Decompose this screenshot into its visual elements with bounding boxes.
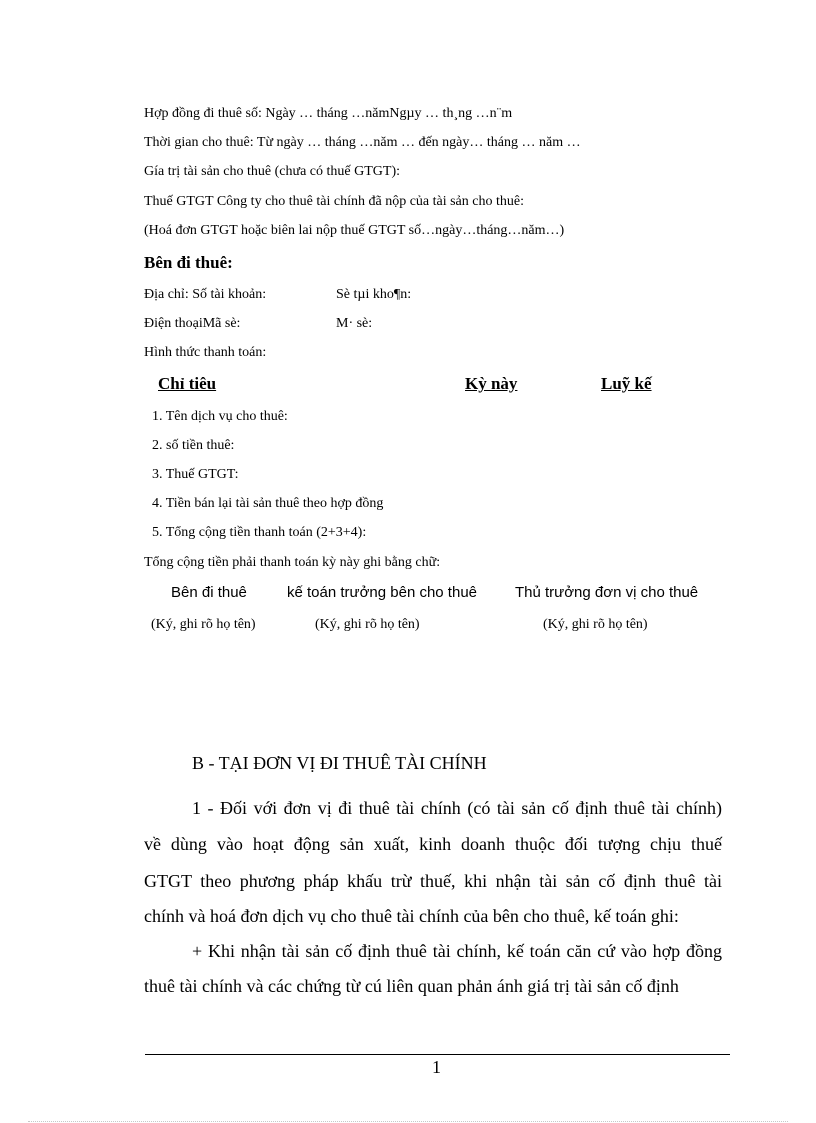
table-row: 2. số tiền thuê: <box>152 438 235 453</box>
lessee-address: Địa chỉ: Số tài khoản: <box>144 287 267 302</box>
section-b-heading: B - TẠI ĐƠN VỊ ĐI THUÊ TÀI CHÍNH <box>192 753 487 773</box>
asset-value-line: Gía trị tài sản cho thuê (chưa có thuế GTGT): <box>144 164 400 179</box>
page-number: 1 <box>432 1057 441 1077</box>
signature-title-director: Thủ trưởng đơn vị cho thuê <box>515 584 699 601</box>
lessee-tax-code: M· sè: <box>336 316 373 331</box>
table-row: 3. Thuế GTGT: <box>152 467 239 482</box>
paragraph-line: + Khi nhận tài sản cố định thuê tài chính, kế toán căn cứ vào hợp đồng <box>192 941 722 961</box>
vat-line: Thuế GTGT Công ty cho thuê tài chính đã nộp của tài sản cho thuê: <box>144 194 524 209</box>
header-this-period: Kỳ này <box>465 374 518 393</box>
signature-title-lessee: Bên đi thuê <box>171 584 247 601</box>
paragraph-line: chính và hoá đơn dịch vụ cho thuê tài chính của bên cho thuê, kế toán ghi: <box>144 906 679 926</box>
total-in-words: Tổng cộng tiền phải thanh toán kỳ này ghi bằng chữ: <box>144 555 441 570</box>
lessee-heading: Bên đi thuê: <box>144 253 233 272</box>
lessee-phone: Điện thoạiMã sè: <box>144 316 241 331</box>
table-row: 4. Tiền bán lại tài sản thuê theo hợp đồng <box>152 496 384 511</box>
header-indicator: Chỉ tiêu <box>158 374 217 393</box>
contract-line: Hợp đồng đi thuê số: Ngày … tháng …nămNgµy … th¸ng …n¨m <box>144 106 513 121</box>
signature-note: (Ký, ghi rõ họ tên) <box>315 617 420 632</box>
signature-title-chief-accountant: kế toán trưởng bên cho thuê <box>287 584 478 601</box>
header-cumulative: Luỹ kế <box>601 374 652 393</box>
paragraph-line: 1 - Đối với đơn vị đi thuê tài chính (có tài sản cố định thuê tài chính) <box>192 798 722 818</box>
page-boundary <box>28 1121 788 1122</box>
paragraph-line: thuê tài chính và các chứng từ cú liên quan phản ánh giá trị tài sản cố định <box>144 976 679 996</box>
footer-rule <box>145 1054 730 1055</box>
lease-period-line: Thời gian cho thuê: Từ ngày … tháng …năm … đến ngày… tháng … năm … <box>144 135 581 150</box>
invoice-note-line: (Hoá đơn GTGT hoặc biên lai nộp thuế GTGT số…ngày…tháng…năm…) <box>144 223 565 238</box>
paragraph-line: GTGT theo phương pháp khấu trừ thuế, khi nhận tài sản cố định thuê tài <box>144 871 722 891</box>
payment-method: Hình thức thanh toán: <box>144 345 267 360</box>
table-row: 1. Tên dịch vụ cho thuê: <box>152 409 288 424</box>
paragraph-line: về dùng vào hoạt động sản xuất, kinh doanh thuộc đối tượng chịu thuế <box>144 834 722 854</box>
table-row: 5. Tổng cộng tiền thanh toán (2+3+4): <box>152 525 367 540</box>
lessee-bank-account: Sè tµi kho¶n: <box>336 287 412 302</box>
signature-note: (Ký, ghi rõ họ tên) <box>543 617 648 632</box>
signature-note: (Ký, ghi rõ họ tên) <box>151 617 256 632</box>
